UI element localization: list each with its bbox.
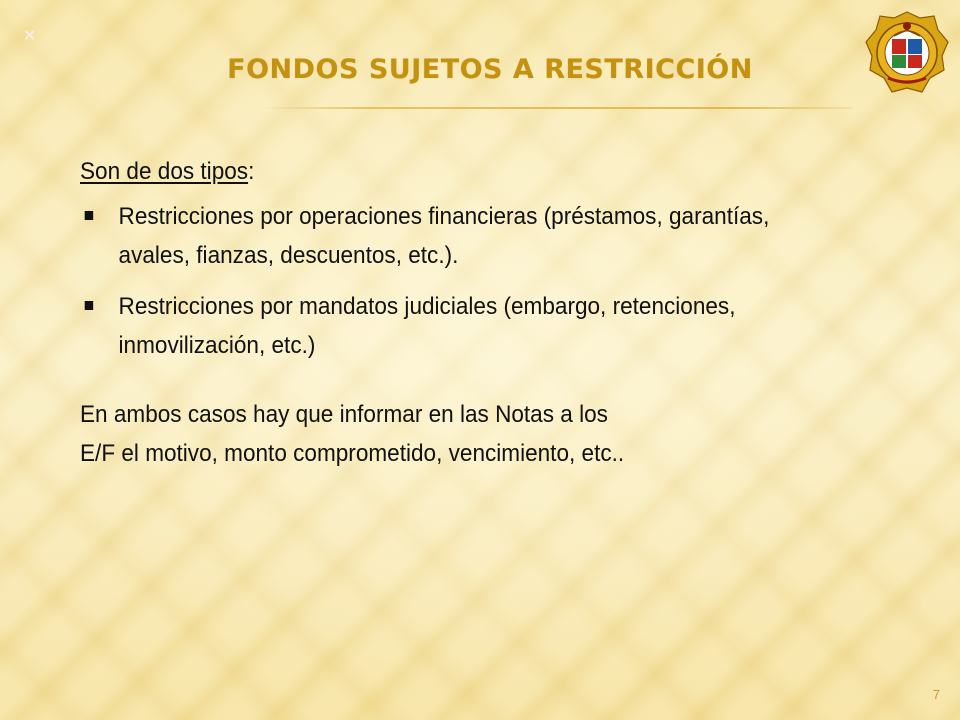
intro-underlined-text: Son de dos tipos [80, 158, 249, 185]
slide-title: FONDOS SUJETOS A RESTRICCIÓN [227, 54, 753, 85]
bullet-item [80, 197, 823, 275]
closing-line: En ambos casos hay que informar en las Notas a los [80, 401, 608, 428]
square-bullet-icon [85, 211, 93, 220]
university-crest-icon [864, 8, 950, 98]
title-underline-rule [262, 107, 852, 109]
page-number: 7 [932, 687, 940, 702]
bullet-text: Restricciones por mandatos judiciales (embargo, retenciones, inmovilización, etc.) [118, 293, 736, 359]
slide-body [80, 152, 823, 473]
corner-mark: × [23, 25, 37, 44]
bullet-item [80, 287, 823, 365]
intro-suffix: : [248, 158, 255, 185]
bullet-text: Restricciones por operaciones financieras (préstamos, garantías, avales, fianzas, descuentos, etc.). [118, 203, 770, 269]
intro-line [80, 152, 823, 191]
closing-line: E/F el motivo, monto comprometido, vencimiento, etc.. [80, 440, 625, 467]
square-bullet-icon [85, 301, 93, 310]
